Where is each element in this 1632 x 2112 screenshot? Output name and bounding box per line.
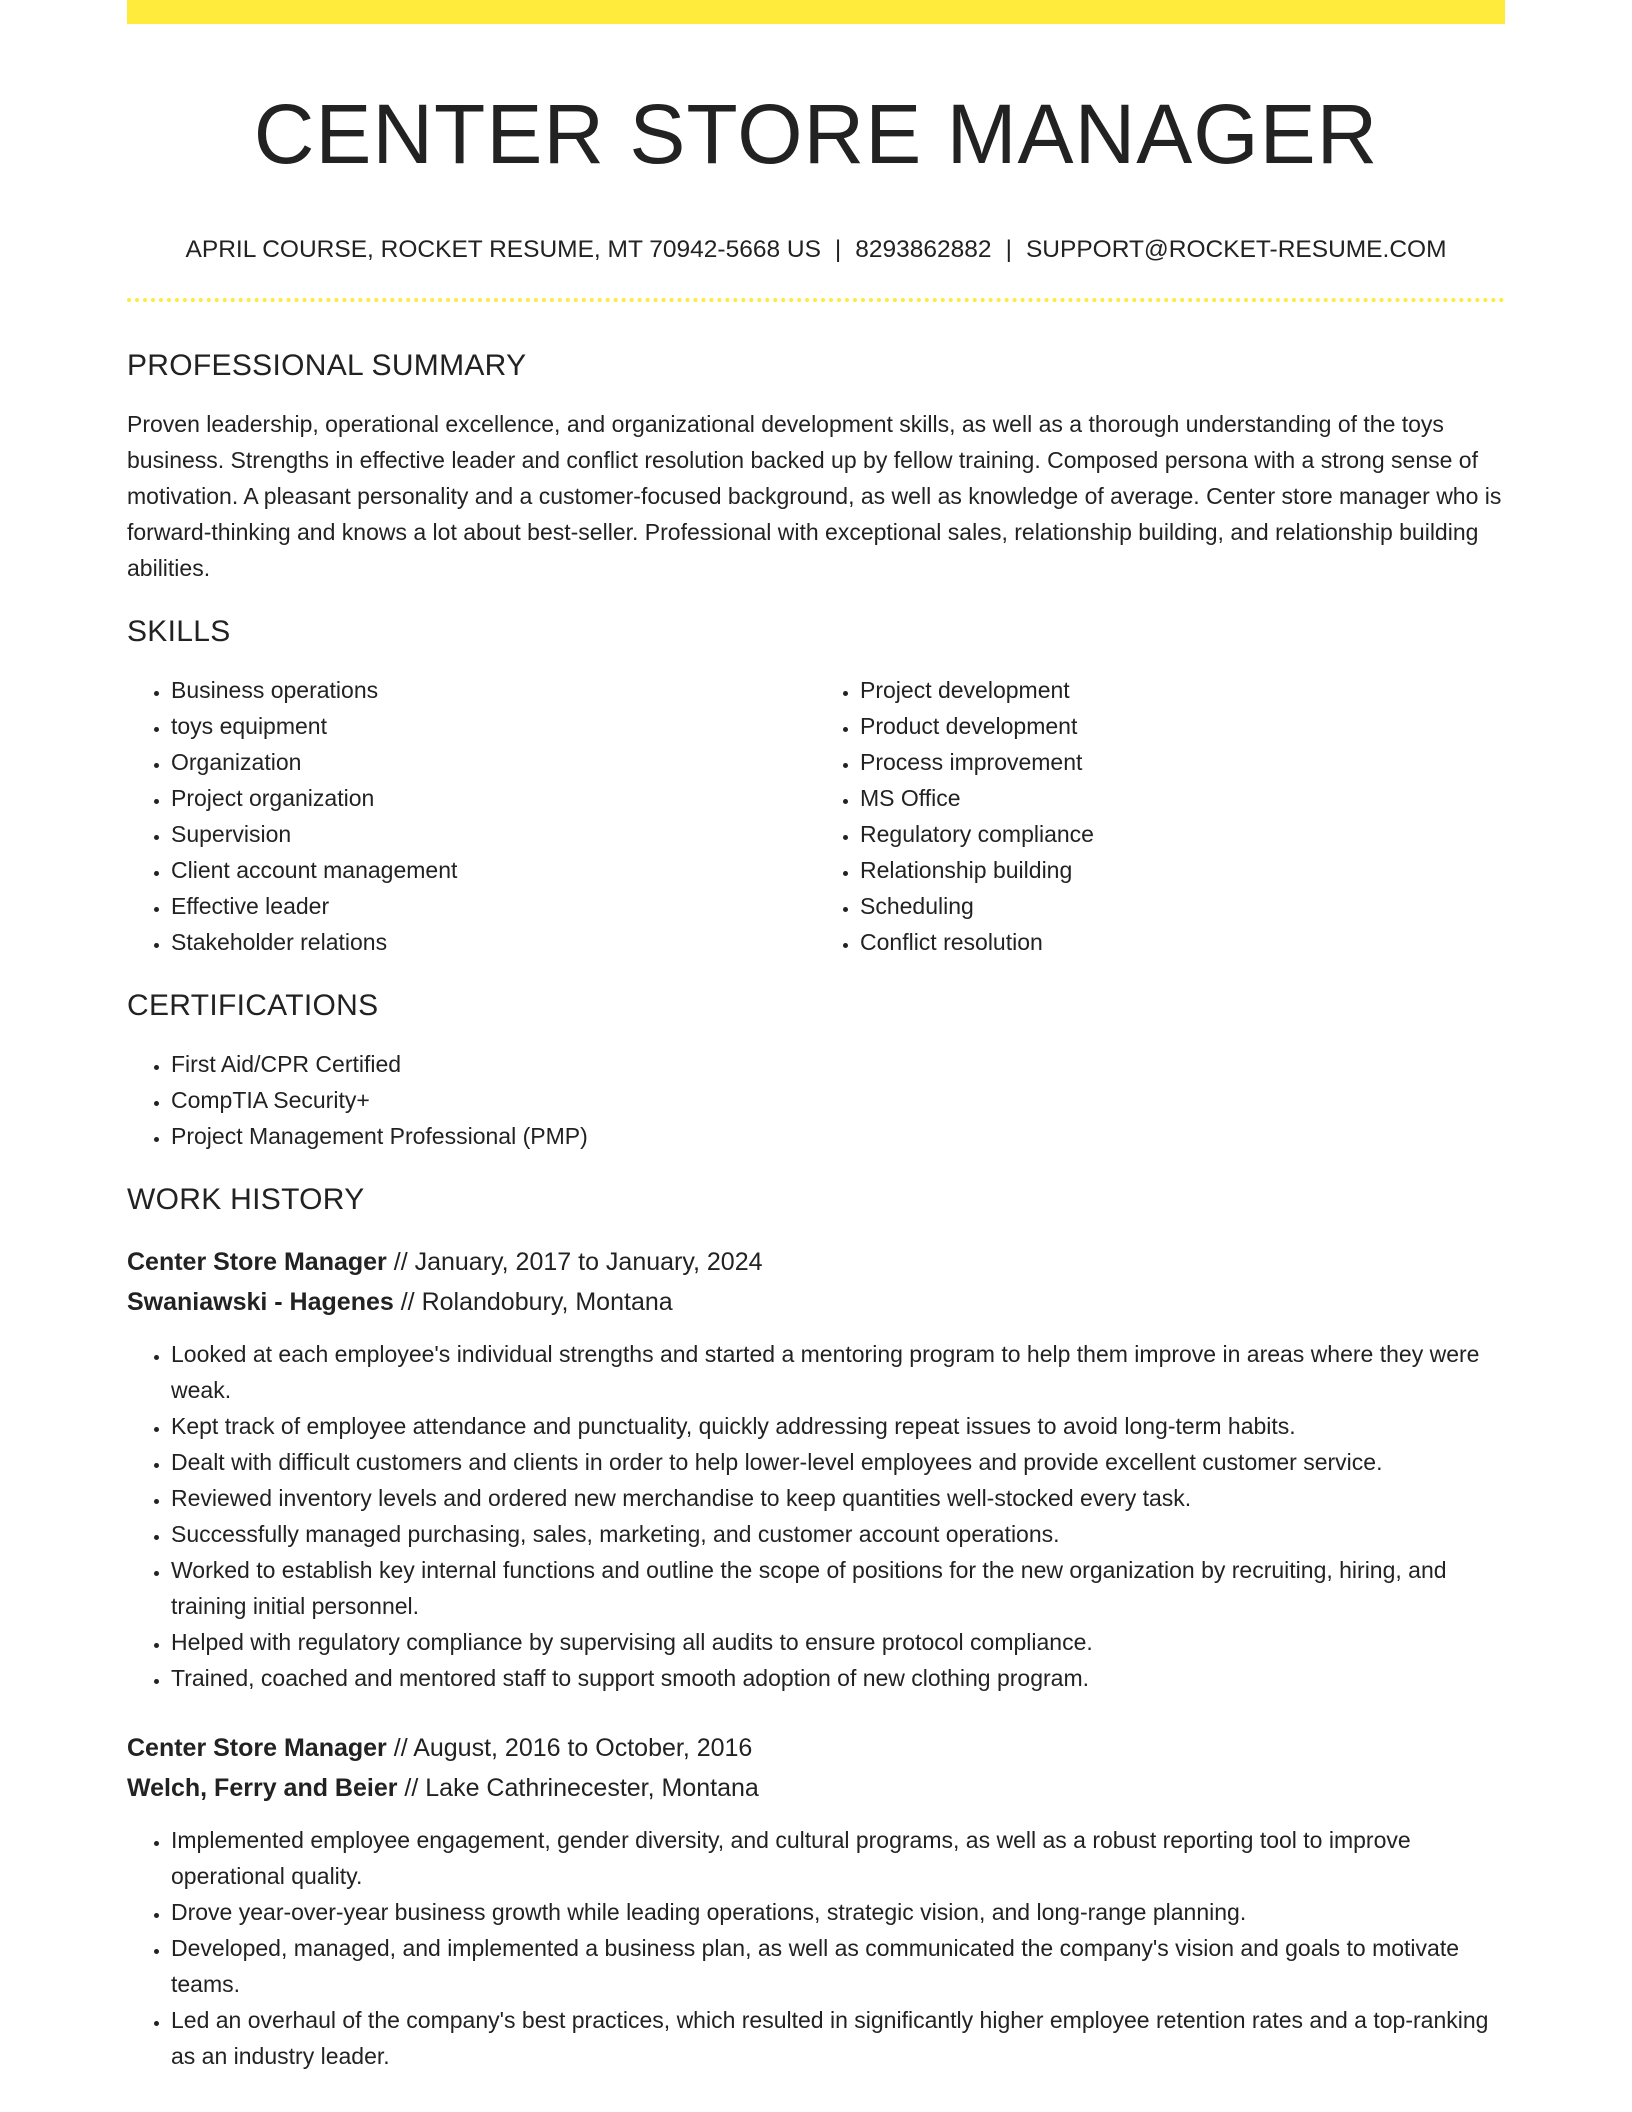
job-title: Center Store Manager: [127, 1734, 387, 1762]
skill-item: • Organization: [171, 744, 816, 780]
skill-item: • Scheduling: [860, 888, 1505, 924]
skill-item: • Business operations: [171, 672, 816, 708]
contact-separator: |: [1005, 236, 1012, 263]
skill-item: • Effective leader: [171, 888, 816, 924]
job-title-line: [127, 1728, 1505, 1768]
resume-name: CENTER STORE MANAGER: [253, 87, 1379, 181]
summary-heading: PROFESSIONAL SUMMARY: [127, 349, 527, 382]
job-company: Welch, Ferry and Beier: [127, 1774, 398, 1802]
skill-item: • Conflict resolution: [860, 924, 1505, 960]
job-company-line: [127, 1768, 1505, 1808]
job-dates: // August, 2016 to October, 2016: [386, 1734, 753, 1762]
contact-line: [127, 234, 1505, 266]
job-bullets: [127, 1822, 1505, 2074]
job-location: // Lake Cathrinecester, Montana: [397, 1774, 759, 1802]
job-entry: [127, 1728, 1505, 2074]
job-entry: [127, 1242, 1505, 1696]
contact-address: APRIL COURSE, ROCKET RESUME, MT 70942-5668 US: [185, 236, 821, 263]
skill-item: • Supervision: [171, 816, 816, 852]
skill-item: • Relationship building: [860, 852, 1505, 888]
skill-item: • MS Office: [860, 780, 1505, 816]
skill-item: • Project development: [860, 672, 1505, 708]
skills-columns: [127, 672, 1505, 960]
summary-text: Proven leadership, operational excellence, and organizational development skills, as well as a thorough understanding of the toys business. Strengths in effective leader and conflict resolution backed up by fellow training. Composed persona with a strong sense of motivation. A pleasant personality and a customer-focused background, as well as knowledge of average. Center store manager who is forward-thinking and knows a lot about best-seller. Professional with exceptional sales, relationship building, and relationship building abilities.: [127, 411, 1502, 581]
skill-item: • Product development: [860, 708, 1505, 744]
summary-section: [127, 346, 1505, 586]
job-bullet: • Worked to establish key internal functions and outline the scope of positions for the new organization by recruiting, hiring, and training initial personnel.: [171, 1552, 1505, 1624]
contact-email: SUPPORT@ROCKET-RESUME.COM: [1025, 236, 1447, 263]
resume-page: [127, 0, 1505, 2074]
job-bullet: • Kept track of employee attendance and punctuality, quickly addressing repeat issues to avoid long-term habits.: [171, 1408, 1505, 1444]
job-bullet: • Developed, managed, and implemented a business plan, as well as communicated the company's vision and goals to motivate teams.: [171, 1930, 1505, 2002]
job-bullet: • Led an overhaul of the company's best practices, which resulted in significantly higher employee retention rates and a top-ranking as an industry leader.: [171, 2002, 1505, 2074]
skill-item: • Stakeholder relations: [171, 924, 816, 960]
skill-item: • Project organization: [171, 780, 816, 816]
certifications-section: [127, 986, 1505, 1154]
skill-item: • toys equipment: [171, 708, 816, 744]
work-history-heading: WORK HISTORY: [127, 1183, 365, 1216]
skills-list-left: [127, 672, 816, 960]
certification-item: • First Aid/CPR Certified: [171, 1046, 1505, 1082]
job-title-line: [127, 1242, 1505, 1282]
job-company: Swaniawski - Hagenes: [127, 1288, 394, 1316]
job-bullet: • Drove year-over-year business growth while leading operations, strategic vision, and long-range planning.: [171, 1894, 1505, 1930]
job-bullet: • Implemented employee engagement, gender diversity, and cultural programs, as well as a robust reporting tool to improve operational quality.: [171, 1822, 1505, 1894]
work-history-section: [127, 1180, 1505, 2074]
dotted-divider: [127, 298, 1505, 302]
skills-section: [127, 612, 1505, 960]
job-title: Center Store Manager: [127, 1248, 387, 1276]
job-bullet: • Looked at each employee's individual strengths and started a mentoring program to help them improve in areas where they were weak.: [171, 1336, 1505, 1408]
job-bullet: • Helped with regulatory compliance by supervising all audits to ensure protocol compliance.: [171, 1624, 1505, 1660]
job-bullet: • Trained, coached and mentored staff to support smooth adoption of new clothing program.: [171, 1660, 1505, 1696]
skills-heading: SKILLS: [127, 615, 231, 648]
certification-item: • Project Management Professional (PMP): [171, 1118, 1505, 1154]
skill-item: • Process improvement: [860, 744, 1505, 780]
skill-item: • Regulatory compliance: [860, 816, 1505, 852]
job-dates: // January, 2017 to January, 2024: [386, 1248, 763, 1276]
job-bullet: • Dealt with difficult customers and clients in order to help lower-level employees and provide excellent customer service.: [171, 1444, 1505, 1480]
job-bullet: • Successfully managed purchasing, sales, marketing, and customer account operations.: [171, 1516, 1505, 1552]
job-bullets: [127, 1336, 1505, 1696]
top-accent-bar: [127, 0, 1505, 24]
job-bullet: • Reviewed inventory levels and ordered new merchandise to keep quantities well-stocked every task.: [171, 1480, 1505, 1516]
certifications-heading: CERTIFICATIONS: [127, 989, 379, 1022]
certification-item: • CompTIA Security+: [171, 1082, 1505, 1118]
job-location: // Rolandobury, Montana: [393, 1288, 673, 1316]
contact-phone: 8293862882: [855, 236, 992, 263]
skills-list-right: [816, 672, 1505, 960]
job-company-line: [127, 1282, 1505, 1322]
skill-item: • Client account management: [171, 852, 816, 888]
contact-separator: |: [834, 236, 842, 263]
certifications-list: [127, 1046, 1505, 1154]
